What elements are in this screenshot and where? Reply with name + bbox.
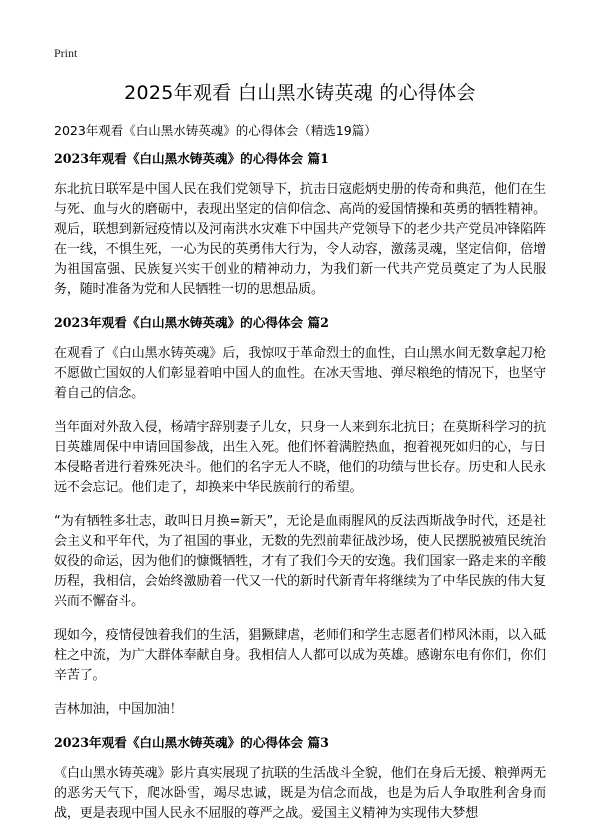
- section-2: [54, 314, 546, 720]
- paragraph: “为有牺牲多壮志，敢叫日月换=新天”，无论是血雨腥风的反法西斯战争时代，还是社会主义和平年代，为了祖国的事业，无数的先烈前辈征战沙场，使人民摆脱被殖民统治奴役的命运，因为他们的慷慨牺牲，才有了我们今天的安逸。我们国家一路走来的辛酸历程，我相信，会始终激励着一代又一代的新时代新青年将继续为了中华民族的伟大复兴而不懈奋斗。: [54, 514, 546, 609]
- article-body: [54, 150, 546, 838]
- paragraph: 现如今，疫情侵蚀着我们的生活，猖獗肆虐，老师们和学生志愿者们栉风沐雨，以入砥柱之中流，为广大群体奉献自身。我相信人人都可以成为英雄。感谢东电有你们，你们辛苦了。: [54, 628, 546, 683]
- document-subtitle: 2023年观看《白山黑水铸英魂》的心得体会（精选19篇）: [54, 123, 377, 138]
- section-heading: 2023年观看《白山黑水铸英魂》的心得体会 篇1: [54, 151, 329, 166]
- paragraph: 当年面对外敌入侵，杨靖宇辞别妻子儿女，只身一人来到东北抗日；在莫斯科学习的抗日英雄周保中申请回国参战，出生入死。他们怀着满腔热血，抱着视死如归的心，与日本侵略者进行着殊死决斗。他们的名字无人不晓，他们的功绩与世长存。历史和人民永远不会忘记。他们走了，却换来中华民族前行的希望。: [54, 420, 546, 495]
- paragraph: 吉林加油，中国加油！: [54, 702, 183, 717]
- paragraph: 在观看了《白山黑水铸英魂》后，我惊叹于革命烈士的血性，白山黑水间无数拿起刀枪不愿做亡国奴的人们彰显着咱中国人的血性。在冰天雪地、弹尽粮绝的情况下，也坚守着自己的信念。: [54, 346, 546, 401]
- paragraph: 《白山黑水铸英魂》影片真实展现了抗联的生活战斗全貌，他们在身后无援、粮弹两无的恶劣天气下，爬冰卧雪，竭尽忠诚，既是为信念而战，也是为后人争取胜利舍身而战，更是表现中国人民永不屈服的尊严之战。爱国主义精神为实现伟大梦想: [54, 766, 546, 821]
- print-link[interactable]: Print: [54, 46, 78, 60]
- page-title: 2025年观看 白山黑水铸英魂 的心得体会: [124, 82, 476, 104]
- section-1: [54, 150, 546, 300]
- section-3: [54, 734, 546, 824]
- section-heading: 2023年观看《白山黑水铸英魂》的心得体会 篇2: [54, 315, 329, 330]
- paragraph: 东北抗日联军是中国人民在我们党领导下，抗击日寇彪炳史册的传奇和典范，他们在生与死、血与火的磨砺中，表现出坚定的信仰信念、高尚的爱国情操和英勇的牺牲精神。观后，联想到新冠疫情以及河南洪水灾难下中国共产党领导下的老少共产党员冲锋陷阵在一线，不惧生死，一心为民的英勇伟大行为，令人动容，激荡灵魂，坚定信仰，倍增为祖国富强、民族复兴实干创业的精神动力，为我们新一代共产党员奠定了为人民服务，随时准备为党和人民牺牲一切的思想品质。: [54, 182, 546, 297]
- section-heading: 2023年观看《白山黑水铸英魂》的心得体会 篇3: [54, 735, 329, 750]
